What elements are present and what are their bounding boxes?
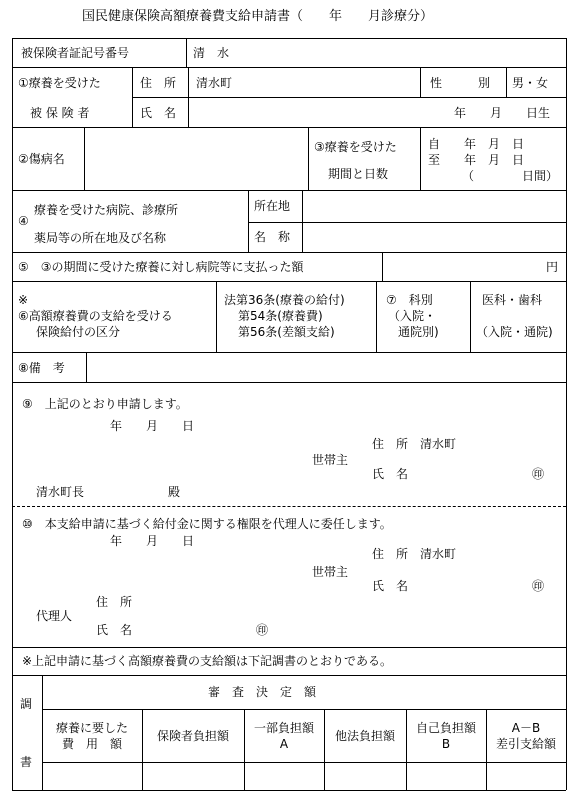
rule xyxy=(186,38,187,67)
delegation-statement: ⑩ 本支給申請に基づく給付金に関する権限を代理人に委任します。 xyxy=(22,517,392,531)
hospital-label-1: 療養を受けた病院、診療所 xyxy=(34,203,179,217)
review-side-label-2: 書 xyxy=(20,755,33,769)
rule xyxy=(12,675,566,676)
rule xyxy=(12,352,566,353)
rule xyxy=(188,67,189,127)
name-label: 氏 名 xyxy=(140,106,177,120)
rule xyxy=(470,281,471,352)
benefit-label-2: 保険給付の区分 xyxy=(36,325,121,339)
rule xyxy=(12,281,566,282)
col-net-line2: 差引支給額 xyxy=(495,737,556,751)
address-label: 住 所 xyxy=(140,76,177,90)
delegation-date[interactable]: 年 月 日 xyxy=(110,534,195,548)
period-label-2: 期間と日数 xyxy=(328,167,389,181)
cell-cost-value[interactable] xyxy=(43,763,141,789)
period-days[interactable]: （ 日間） xyxy=(462,169,559,183)
frame-left xyxy=(12,38,13,790)
rule xyxy=(216,281,217,352)
dept-options[interactable]: 医科・歯科 xyxy=(482,293,543,307)
yen-unit: 円 xyxy=(546,260,559,274)
honorific: 殿 xyxy=(168,485,181,499)
rule xyxy=(302,190,303,252)
law-56[interactable]: 第56条(差額支給) xyxy=(238,325,335,339)
rule xyxy=(420,67,421,97)
location-label: 所在地 xyxy=(254,199,291,213)
frame-right xyxy=(566,38,567,790)
row1-label-line1: ①療養を受けた xyxy=(18,76,101,90)
period-from[interactable]: 自 年 月 日 xyxy=(428,137,525,151)
cell-other-law-value[interactable] xyxy=(325,763,405,789)
sex-label: 性 別 xyxy=(430,76,491,90)
dept-type-label-2: （入院・ xyxy=(388,309,437,323)
hospital-label-2: 薬局等の所在地及び名称 xyxy=(34,231,167,245)
address-value[interactable]: 清水町 xyxy=(196,76,233,90)
insured-no-value[interactable]: 清 水 xyxy=(193,46,230,60)
review-side-label-1: 調 xyxy=(20,697,33,711)
seal-mark: ㊞ xyxy=(532,579,545,593)
rule xyxy=(12,647,566,648)
rule xyxy=(42,709,566,710)
benefit-label-1: ⑥高額療養費の支給を受ける xyxy=(18,309,173,323)
rule xyxy=(382,252,383,281)
application-date[interactable]: 年 月 日 xyxy=(110,419,195,433)
rule xyxy=(84,127,85,190)
sex-value[interactable]: 男・女 xyxy=(512,76,549,90)
birth-date[interactable]: 年 月 日生 xyxy=(454,106,551,120)
remarks-label: ⑧備 考 xyxy=(18,361,65,375)
householder-label-2: 世帯主 xyxy=(312,565,349,579)
cell-net-value[interactable] xyxy=(487,763,565,789)
rule xyxy=(376,281,377,352)
agent-name-label: 氏 名 xyxy=(96,623,133,637)
row4-num: ④ xyxy=(18,214,29,228)
frame-top xyxy=(12,38,566,39)
rule xyxy=(248,190,249,252)
rule xyxy=(12,382,566,383)
insured-no-label: 被保険者証記号番号 xyxy=(21,46,130,60)
rule xyxy=(132,97,566,98)
law-36[interactable]: 法第36条(療養の給付) xyxy=(224,293,345,307)
addressee: 清水町長 xyxy=(36,485,85,499)
review-note: ※上記申請に基づく高額療養費の支給額は下記調書のとおりである。 xyxy=(22,654,393,668)
dept-type-label-3: 通院別) xyxy=(398,325,439,339)
cell-copay-a-value[interactable] xyxy=(245,763,323,789)
col-copay-a-line1: 一部負担額 xyxy=(253,721,314,735)
agent-address-label: 住 所 xyxy=(96,595,133,609)
dashed-divider xyxy=(12,506,566,507)
delegator-name[interactable]: 氏 名 xyxy=(372,579,409,593)
householder-label: 世帯主 xyxy=(312,453,349,467)
law-54[interactable]: 第54条(療養費) xyxy=(238,309,323,323)
row6-mark: ※ xyxy=(18,293,29,307)
rule xyxy=(506,67,507,97)
col-copay-a-line2: A xyxy=(279,737,289,751)
agent-seal-mark: ㊞ xyxy=(256,623,269,637)
applicant-name[interactable]: 氏 名 xyxy=(372,467,409,481)
col-cost-line1: 療養に要した xyxy=(55,721,128,735)
delegator-address[interactable]: 住 所 清水町 xyxy=(372,547,457,561)
disease-label: ②傷病名 xyxy=(18,152,65,166)
frame-bottom xyxy=(12,790,566,791)
rule xyxy=(86,352,87,382)
rule xyxy=(132,67,133,127)
rule xyxy=(12,190,566,191)
seal-mark: ㊞ xyxy=(532,467,545,481)
col-self-b-line1: 自己負担額 xyxy=(415,721,476,735)
rule xyxy=(420,127,421,190)
cell-self-b-value[interactable] xyxy=(407,763,485,789)
rule xyxy=(308,127,309,190)
application-statement: ⑨ 上記のとおり申請します。 xyxy=(22,397,188,411)
paid-amount-label: ⑤ ③の期間に受けた療養に対し病院等に支払った額 xyxy=(18,260,304,274)
col-insurer-share: 保険者負担額 xyxy=(156,729,229,743)
row1-label-line2: 被 保 険 者 xyxy=(30,106,90,120)
cell-insurer-share-value[interactable] xyxy=(143,763,243,789)
applicant-address[interactable]: 住 所 清水町 xyxy=(372,437,457,451)
rule xyxy=(12,252,566,253)
col-net-line1: A－B xyxy=(511,721,541,735)
col-self-b-line2: B xyxy=(441,737,451,751)
period-to[interactable]: 至 年 月 日 xyxy=(428,153,525,167)
facility-name-label: 名 称 xyxy=(254,230,291,244)
review-header: 審 査 決 定 額 xyxy=(208,685,317,699)
col-other-law: 他法負担額 xyxy=(334,729,395,743)
rule xyxy=(12,127,566,128)
agent-label: 代理人 xyxy=(36,609,73,623)
form-title: 国民健康保険高額療養費支給申請書（ 年 月診療分） xyxy=(82,9,434,24)
dept-type-label-1: ⑦ 科別 xyxy=(386,293,433,307)
rule xyxy=(248,222,566,223)
col-cost-line2: 費 用 額 xyxy=(61,737,122,751)
period-label-1: ③療養を受けた xyxy=(314,140,397,154)
stay-options[interactable]: （入院・通院) xyxy=(476,325,553,339)
rule xyxy=(12,67,566,68)
